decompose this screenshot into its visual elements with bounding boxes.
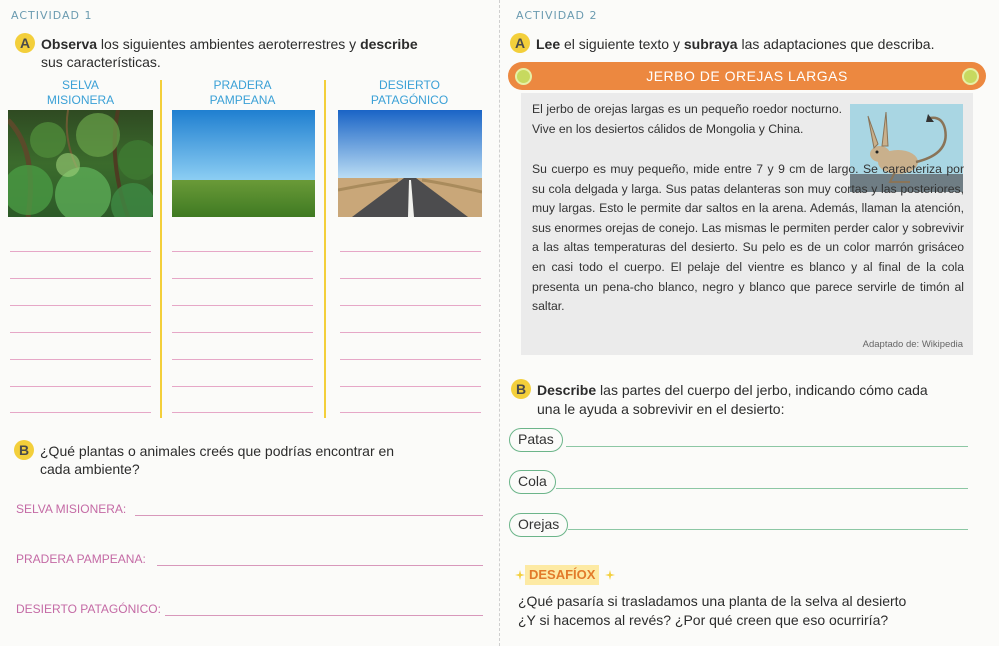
writing-line[interactable]: [10, 251, 151, 252]
writing-line[interactable]: [172, 251, 313, 252]
grassland-photo: [172, 110, 315, 217]
reading-paragraph-1: El jerbo de orejas largas es un pequeño roedor nocturno. Vive en los desiertos cálidos de Mongolia y China.: [532, 102, 842, 136]
column-heading-line: MISIONERA: [46, 93, 115, 107]
activity1-instruction: [41, 35, 491, 53]
source-credit: Adaptado de: Wikipedia: [862, 339, 963, 350]
label-orejas: Orejas: [509, 513, 568, 537]
column-divider: [324, 80, 326, 418]
writing-line[interactable]: [340, 305, 481, 306]
writing-line[interactable]: [340, 251, 481, 252]
activity1-title: ACTIVIDAD 1: [11, 9, 93, 22]
challenge-question-1: ¿Qué pasaría si trasladamos una planta de la selva al desierto: [518, 593, 907, 609]
writing-line[interactable]: [340, 386, 481, 387]
activity2-partb-line2: una le ayuda a sobrevivir en el desierto:: [537, 401, 785, 417]
activity2-instruction: [536, 35, 986, 53]
instruction-middle: el siguiente texto y: [560, 36, 684, 52]
env-label-desierto: DESIERTO PATAGÓNICO:: [16, 602, 161, 616]
sparkle-icon: [515, 570, 525, 580]
reading-paragraph-2: [532, 160, 964, 317]
reading-title: JERBO DE OREJAS LARGAS: [646, 68, 848, 84]
env-label-selva: SELVA MISIONERA:: [16, 502, 127, 516]
writing-line[interactable]: [172, 278, 313, 279]
column-heading-line: PAMPEANA: [209, 93, 276, 107]
column-heading-selva: [8, 78, 153, 108]
writing-line[interactable]: [340, 278, 481, 279]
part-a-badge: A: [510, 33, 530, 53]
instruction-end: las adaptaciones que describa.: [737, 36, 935, 52]
part-b-badge: B: [14, 440, 34, 460]
answer-line-pradera[interactable]: [157, 565, 483, 566]
label-patas: Patas: [509, 428, 563, 452]
answer-line-selva[interactable]: [135, 515, 483, 516]
column-heading-line: SELVA: [62, 78, 99, 92]
column-heading-line: PRADERA: [213, 78, 272, 92]
instruction-bold-lee: Lee: [536, 36, 561, 52]
desert-road-photo: [338, 110, 482, 217]
part-b-badge: B: [511, 379, 531, 399]
activity1-partb-line2: cada ambiente?: [40, 461, 140, 477]
writing-line[interactable]: [172, 359, 313, 360]
writing-line[interactable]: [10, 412, 151, 413]
sparkle-icon: [605, 570, 615, 580]
column-divider: [160, 80, 162, 418]
writing-line[interactable]: [10, 386, 151, 387]
instruction-bold-describe: Describe: [537, 382, 597, 398]
column-heading-pradera: [170, 78, 315, 108]
writing-line[interactable]: [172, 332, 313, 333]
writing-line[interactable]: [340, 332, 481, 333]
writing-line[interactable]: [10, 278, 151, 279]
reading-text-box: [521, 93, 973, 355]
instruction-bold-describe: describe: [360, 36, 418, 52]
answer-line-desierto[interactable]: [165, 615, 483, 616]
challenge-badge: [515, 565, 615, 585]
challenge-label: DESAFÍOX: [525, 565, 599, 585]
instruction-middle: los siguientes ambientes aeroterrestres y: [97, 36, 361, 52]
activity1-instruction-line2: sus características.: [41, 54, 161, 70]
activity2-title: ACTIVIDAD 2: [516, 9, 598, 22]
column-heading-line: DESIERTO: [379, 78, 440, 92]
reading-paragraph-2-text: Su cuerpo es muy pequeño, mide entre 7 y 9 cm de largo. Se caracteriza por su cola delgada y larga. Sus patas delanteras son muy cortas y las posteriores, muy largas. Esto le permite dar saltos en la arena. Además, llaman la atención, sus enormes orejas de conejo. Las mismas le permiten perder calor y sobrevivir a las altas temperaturas del desierto. Su pelo es de un color marrón grisáceo en casi todo el cuerpo. El pelaje del vientre es blanco y al final de la cola presenta un pena-cho blanco, negro y blanco que parece servirle de timón al saltar.: [532, 162, 964, 314]
part-a-badge: A: [15, 33, 35, 53]
writing-line[interactable]: [172, 305, 313, 306]
activity1-partb-line1: ¿Qué plantas o animales creés que podrías encontrar en: [40, 443, 395, 459]
writing-line[interactable]: [172, 412, 313, 413]
label-cola: Cola: [509, 470, 556, 494]
writing-line[interactable]: [172, 386, 313, 387]
answer-line-cola[interactable]: [556, 488, 968, 489]
writing-line[interactable]: [10, 332, 151, 333]
challenge-question-2: ¿Y si hacemos al revés? ¿Por qué creen que eso ocurriría?: [518, 612, 889, 628]
reading-title-banner: [508, 62, 986, 90]
column-heading-line: PATAGÓNICO: [370, 93, 449, 107]
page-divider: [499, 0, 500, 646]
answer-line-patas[interactable]: [566, 446, 968, 447]
column-heading-desierto: [337, 78, 482, 108]
instruction-bold-observa: Observa: [41, 36, 98, 52]
instruction-rest: las partes del cuerpo del jerbo, indicando cómo cada: [596, 382, 928, 398]
env-label-pradera: PRADERA PAMPEANA:: [16, 552, 146, 566]
writing-line[interactable]: [10, 305, 151, 306]
writing-line[interactable]: [340, 359, 481, 360]
activity2-partb-line1: [537, 381, 992, 399]
writing-line[interactable]: [10, 359, 151, 360]
banner-dot-right: [962, 68, 979, 85]
answer-line-orejas[interactable]: [568, 529, 968, 530]
writing-line[interactable]: [340, 412, 481, 413]
jungle-photo: [8, 110, 153, 217]
instruction-bold-subraya: subraya: [683, 36, 738, 52]
